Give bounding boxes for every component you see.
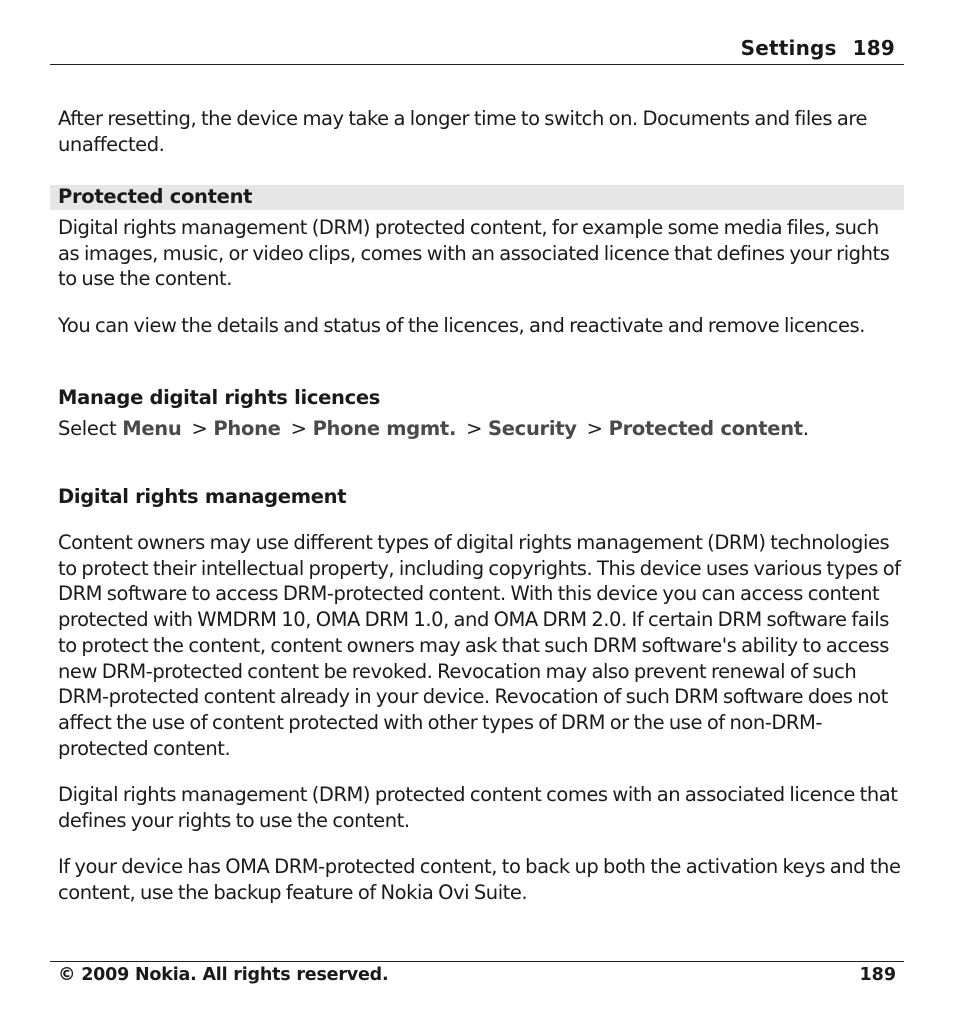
menu-path-instruction [58, 416, 809, 442]
menu-path-item-menu: Menu [122, 417, 182, 440]
header-page-number: 189 [852, 36, 895, 60]
menu-path-item-phone: Phone [213, 417, 281, 440]
menu-path-item-protected-content: Protected content [608, 417, 803, 440]
drm-paragraph-3: If your device has OMA DRM-protected content, to back up both the activation keys and the content, use the backup feature of Nokia Ovi Suite. [58, 855, 901, 904]
intro-paragraph: After resetting, the device may take a longer time to switch on. Documents and files are unaffected. [58, 107, 867, 156]
menu-path-item-phone-mgmt: Phone mgmt. [312, 417, 457, 440]
path-separator: > [586, 417, 603, 440]
protected-content-paragraph-1: Digital rights management (DRM) protected content, for example some media files, such as images, music, or video clips, comes with an associated licence that defines your rights to use the content. [58, 216, 890, 291]
path-end-period: . [802, 417, 809, 440]
manage-licences-heading: Manage digital rights licences [58, 386, 381, 409]
protected-content-heading: Protected content [58, 185, 253, 208]
path-separator: > [290, 417, 307, 440]
drm-heading: Digital rights management [58, 485, 347, 508]
header-rule [50, 64, 904, 65]
footer-rule [50, 961, 904, 962]
menu-path-item-security: Security [488, 417, 577, 440]
path-separator: > [191, 417, 208, 440]
drm-paragraph-2: Digital rights management (DRM) protected content comes with an associated licence that defines your rights to use the content. [58, 783, 898, 832]
header-section-title: Settings [740, 36, 837, 60]
running-header [741, 36, 895, 60]
protected-content-paragraph-2: You can view the details and status of the licences, and reactivate and remove licences. [58, 314, 865, 337]
path-separator: > [466, 417, 483, 440]
select-prefix: Select [58, 417, 117, 440]
drm-paragraph-1: Content owners may use different types of digital rights management (DRM) technologies to protect their intellectual property, including copyrights. This device uses various types of DRM software to access DRM-protected content. With this device you can access content protected with WMDRM 10, OMA DRM 1.0, and OMA DRM 2.0. If certain DRM software fails to protect the content, content owners may ask that such DRM software's ability to access new DRM-protected content be revoked. Revocation may also prevent renewal of such DRM-protected content already in your device. Revocation of such DRM software does not affect the use of content protected with other types of DRM or the use of non-DRM-protected content. [58, 531, 901, 760]
footer-page-number: 189 [859, 965, 896, 985]
footer-copyright: © 2009 Nokia. All rights reserved. [58, 965, 389, 985]
